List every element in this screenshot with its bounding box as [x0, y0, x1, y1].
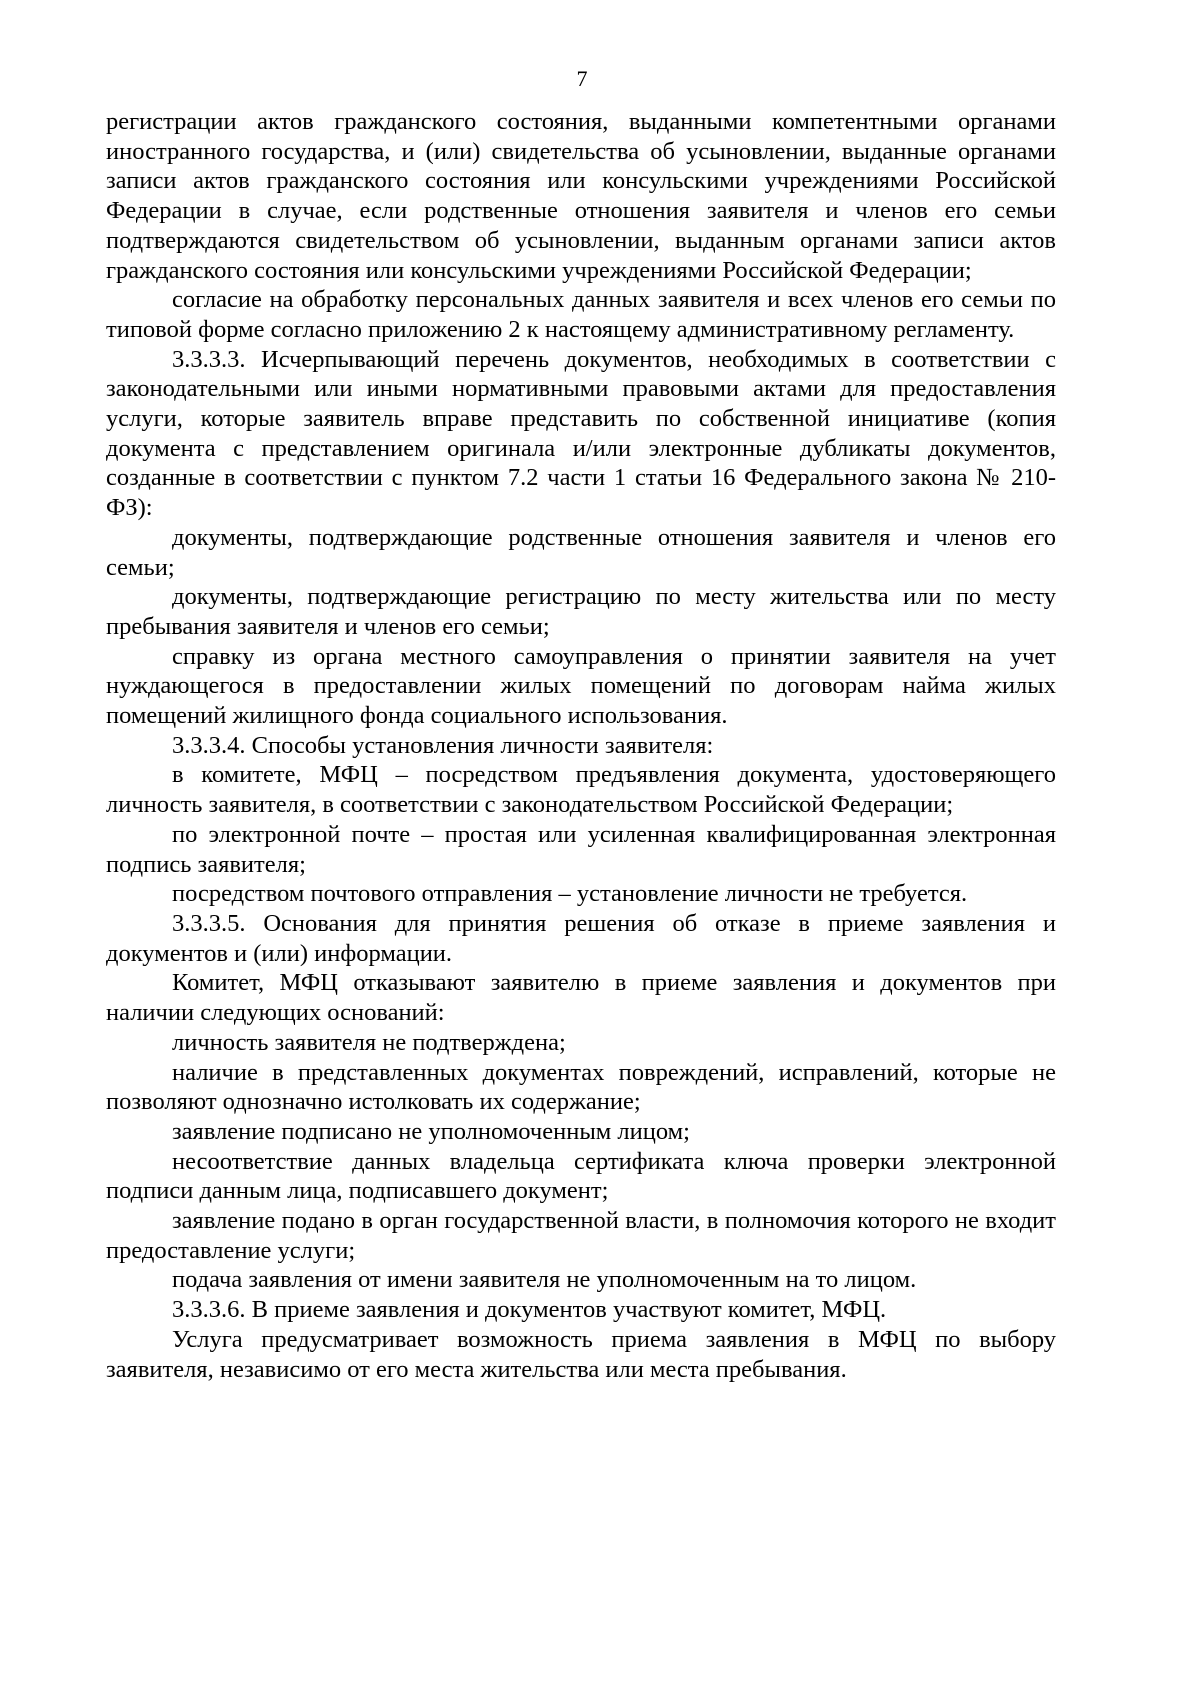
paragraph: личность заявителя не подтверждена; [172, 1028, 566, 1056]
paragraph: несоответствие данных владельца сертификата ключа проверки электронной подписи данным лица, подписавшего документ; [106, 1147, 1056, 1205]
paragraph: согласие на обработку персональных данных заявителя и всех членов его семьи по типовой форме согласно приложению 2 к настоящему административному регламенту. [106, 286, 1056, 343]
paragraph: 3.3.3.3. Исчерпывающий перечень документов, необходимых в соответствии с законодательными или иными нормативными правовыми актами для предоставления услуги, которые заявитель вправе представить по собственной инициативе (копия документа с представлением оригинала и/или электронные дубликаты документов, созданные в соответствии с пунктом 7.2 части 1 статьи 16 Федерального закона № 210-ФЗ): [106, 345, 1056, 522]
paragraph: 3.3.3.6. В приеме заявления и документов участвуют комитет, МФЦ. [172, 1296, 887, 1324]
paragraph: посредством почтового отправления – установление личности не требуется. [172, 880, 968, 908]
paragraph: Комитет, МФЦ отказывают заявителю в приеме заявления и документов при наличии следующих оснований: [106, 969, 1056, 1027]
paragraph: подача заявления от имени заявителя не уполномоченным на то лицом. [172, 1266, 917, 1294]
paragraph: 3.3.3.4. Способы установления личности заявителя: [172, 731, 714, 759]
paragraph: заявление подписано не уполномоченным лицом; [172, 1117, 690, 1145]
paragraph: в комитете, МФЦ – посредством предъявления документа, удостоверяющего личность заявителя, в соответствии с законодательством Российской Федерации; [106, 761, 1056, 819]
paragraph: Услуга предусматривает возможность приема заявления в МФЦ по выбору заявителя, независимо от его места жительства или места пребывания. [106, 1325, 1056, 1383]
paragraph: наличие в представленных документах повреждений, исправлений, которые не позволяют однозначно истолковать их содержание; [106, 1058, 1056, 1116]
paragraph: справку из органа местного самоуправления о принятии заявителя на учет нуждающегося в предоставлении жилых помещений по договорам найма жилых помещений жилищного фонда социального использования. [106, 642, 1056, 730]
paragraph: по электронной почте – простая или усиленная квалифицированная электронная подпись заявителя; [106, 820, 1056, 878]
paragraph: документы, подтверждающие регистрацию по месту жительства или по месту пребывания заявителя и членов его семьи; [106, 583, 1056, 640]
document-body [106, 107, 1056, 1384]
page-number: 7 [576, 66, 588, 91]
paragraph: документы, подтверждающие родственные отношения заявителя и членов его семьи; [106, 523, 1056, 581]
paragraph: регистрации актов гражданского состояния, выданными компетентными органами иностранного государства, и (или) свидетельства об усыновлении, выданные органами записи актов гражданского состояния или консульскими учреждениями Российской Федерации в случае, если родственные отношения заявителя и членов его семьи подтверждаются свидетельством об усыновлении, выданным органами записи актов гражданского состояния или консульскими учреждениями Российской Федерации; [106, 108, 1056, 284]
paragraph: заявление подано в орган государственной власти, в полномочия которого не входит предоставление услуги; [106, 1207, 1056, 1264]
paragraph: 3.3.3.5. Основания для принятия решения об отказе в приеме заявления и документов и (или) информации. [106, 909, 1056, 967]
